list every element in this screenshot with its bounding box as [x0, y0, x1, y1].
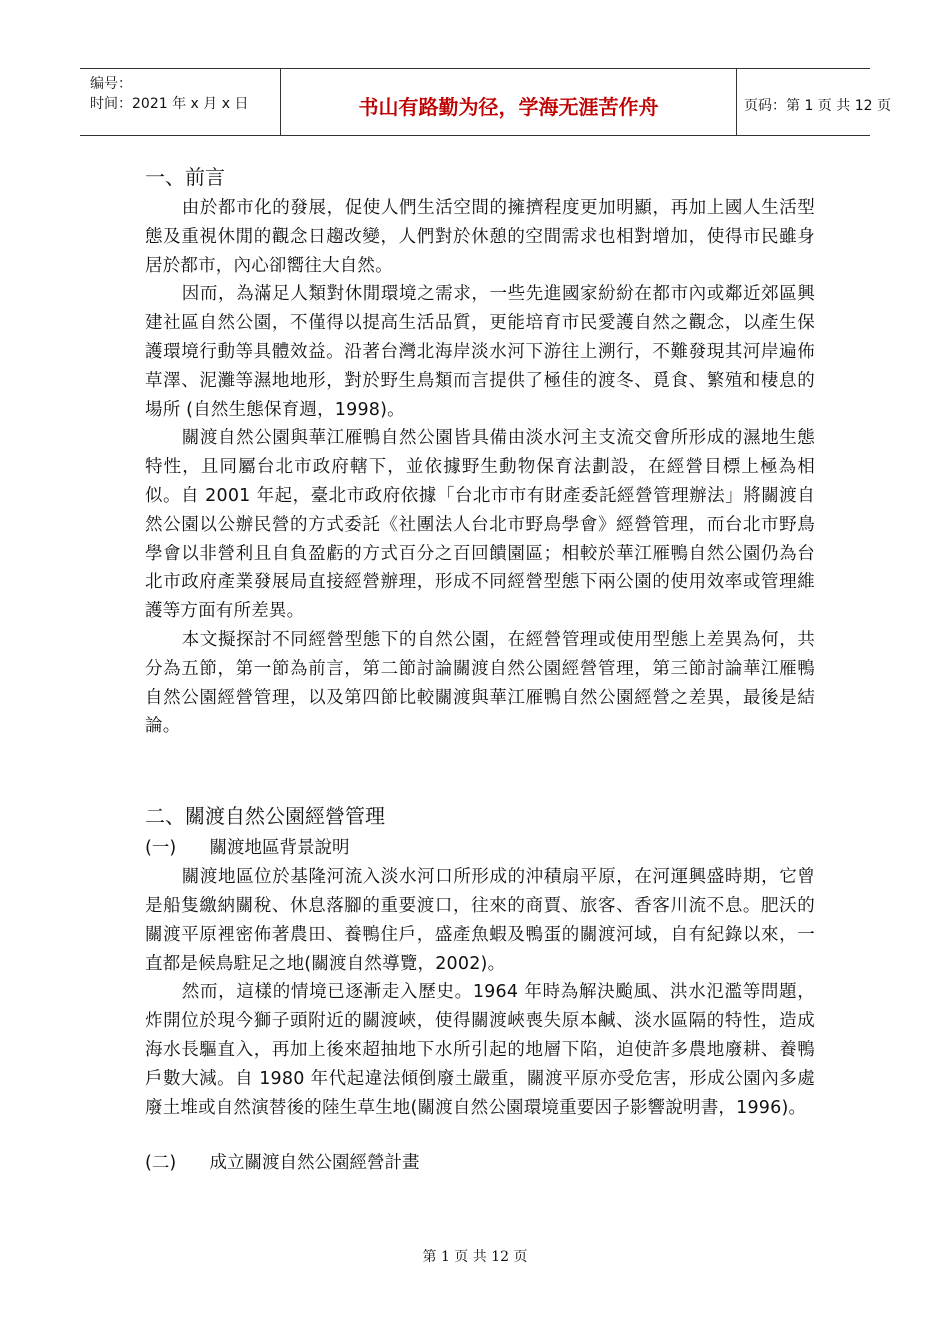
subsection-heading-plan: (二) 成立關渡自然公園經營計畫 — [145, 1153, 420, 1174]
subsection-spacer — [145, 1122, 815, 1148]
header-page-info: 页码：第 1 页 共 12 页 — [744, 98, 891, 114]
intro-paragraph-4: 本文擬探討不同經營型態下的自然公園，在經營管理或使用型態上差異為何，共分為五節，第一節為前言，第二節討論關渡自然公園經營管理，第三節討論華江雁鴨自然公園經營管理，以及第四節比較關渡與華江雁鴨自然公園經營之差異，最後是結論。 — [145, 629, 815, 737]
section-heading-guandu: 二、關渡自然公園經營管理 — [145, 804, 385, 829]
intro-paragraph-1: 由於都市化的發展，促使人們生活空間的擁擠程度更加明顯，再加上國人生活型態及重視休閒的觀念日趨改變，人們對於休憩的空間需求也相對增加，使得市民雖身居於都市，內心卻嚮往大自然。 — [145, 198, 815, 276]
header-motto: 书山有路勤为径，学海无涯苦作舟 — [358, 95, 659, 119]
guandu-paragraph-2: 然而，這樣的情境已逐漸走入歷史。1964 年時為解決颱風、洪水氾濫等問題，炸開位於現今獅子頭附近的關渡峽，使得關渡峽喪失原本鹹、淡水區隔的特性，造成海水長驅直入，再加上後來超抽地下水所引起的地層下陷，迫使許多農地廢耕、養鴨戶數大減。自 1980 年代起違法傾倒廢土嚴重，關渡平原亦受危害，形成公園內多處廢土堆或自然演替後的陸生草生地(關渡自然公園環境重要因子影響說明書，1996)。 — [145, 982, 815, 1118]
intro-paragraph-2: 因而，為滿足人類對休閒環境之需求，一些先進國家紛紛在都市內或鄰近郊區興建社區自然公園，不僅得以提高生活品質，更能培育市民愛護自然之觀念，以產生保護環境行動等具體效益。沿著台灣北海岸淡水河下游往上溯行，不難發現其河岸遍佈草澤、泥灘等濕地地形，對於野生鳥類而言提供了極佳的渡冬、覓食、繁殖和棲息的場所 (自然生態保育週，1998)。 — [145, 284, 815, 420]
document-body — [145, 160, 815, 1178]
document-date: 时间：2021 年 x 月 x 日 — [90, 96, 249, 112]
subsection-heading-background: (一) 關渡地區背景說明 — [145, 838, 350, 859]
guandu-paragraph-1: 關渡地區位於基隆河流入淡水河口所形成的沖積扇平原，在河運興盛時期，它曾是船隻繳納關稅、休息落腳的重要渡口，往來的商賈、旅客、香客川流不息。肥沃的關渡平原裡密佈著農田、養鴨住戶，盛產魚蝦及鴨蛋的關渡河域，自有紀錄以來，一直都是候鳥駐足之地(關渡自然導覽，2002)。 — [145, 867, 815, 974]
intro-paragraph-3: 關渡自然公園與華江雁鴨自然公園皆具備由淡水河主支流交會所形成的濕地生態特性，且同屬台北市政府轄下，並依據野生動物保育法劃設，在經營目標上極為相似。自 2001 年起，臺北市政府依據「台北市市有財產委託經營管理辦法」將關渡自然公園以公辦民營的方式委託《社團法人台北市野鳥學會》經營管理，而台北市野鳥學會以非營利且自負盈虧的方式百分之百回饋園區；相較於華江雁鴨自然公園仍為台北市政府產業發展局直接經營辦理，形成不同經營型態下兩公園的使用效率或管理維護等方面有所差異。 — [145, 428, 815, 622]
section-heading-intro: 一、前言 — [145, 165, 225, 189]
header-motto-cell — [280, 69, 737, 135]
header-page-cell — [736, 69, 891, 135]
header-table — [80, 68, 891, 136]
header-info-cell — [80, 69, 280, 135]
section-spacer — [145, 741, 815, 799]
document-number: 编号： — [90, 76, 132, 92]
page-footer: 第 1 页 共 12 页 — [422, 1249, 528, 1265]
